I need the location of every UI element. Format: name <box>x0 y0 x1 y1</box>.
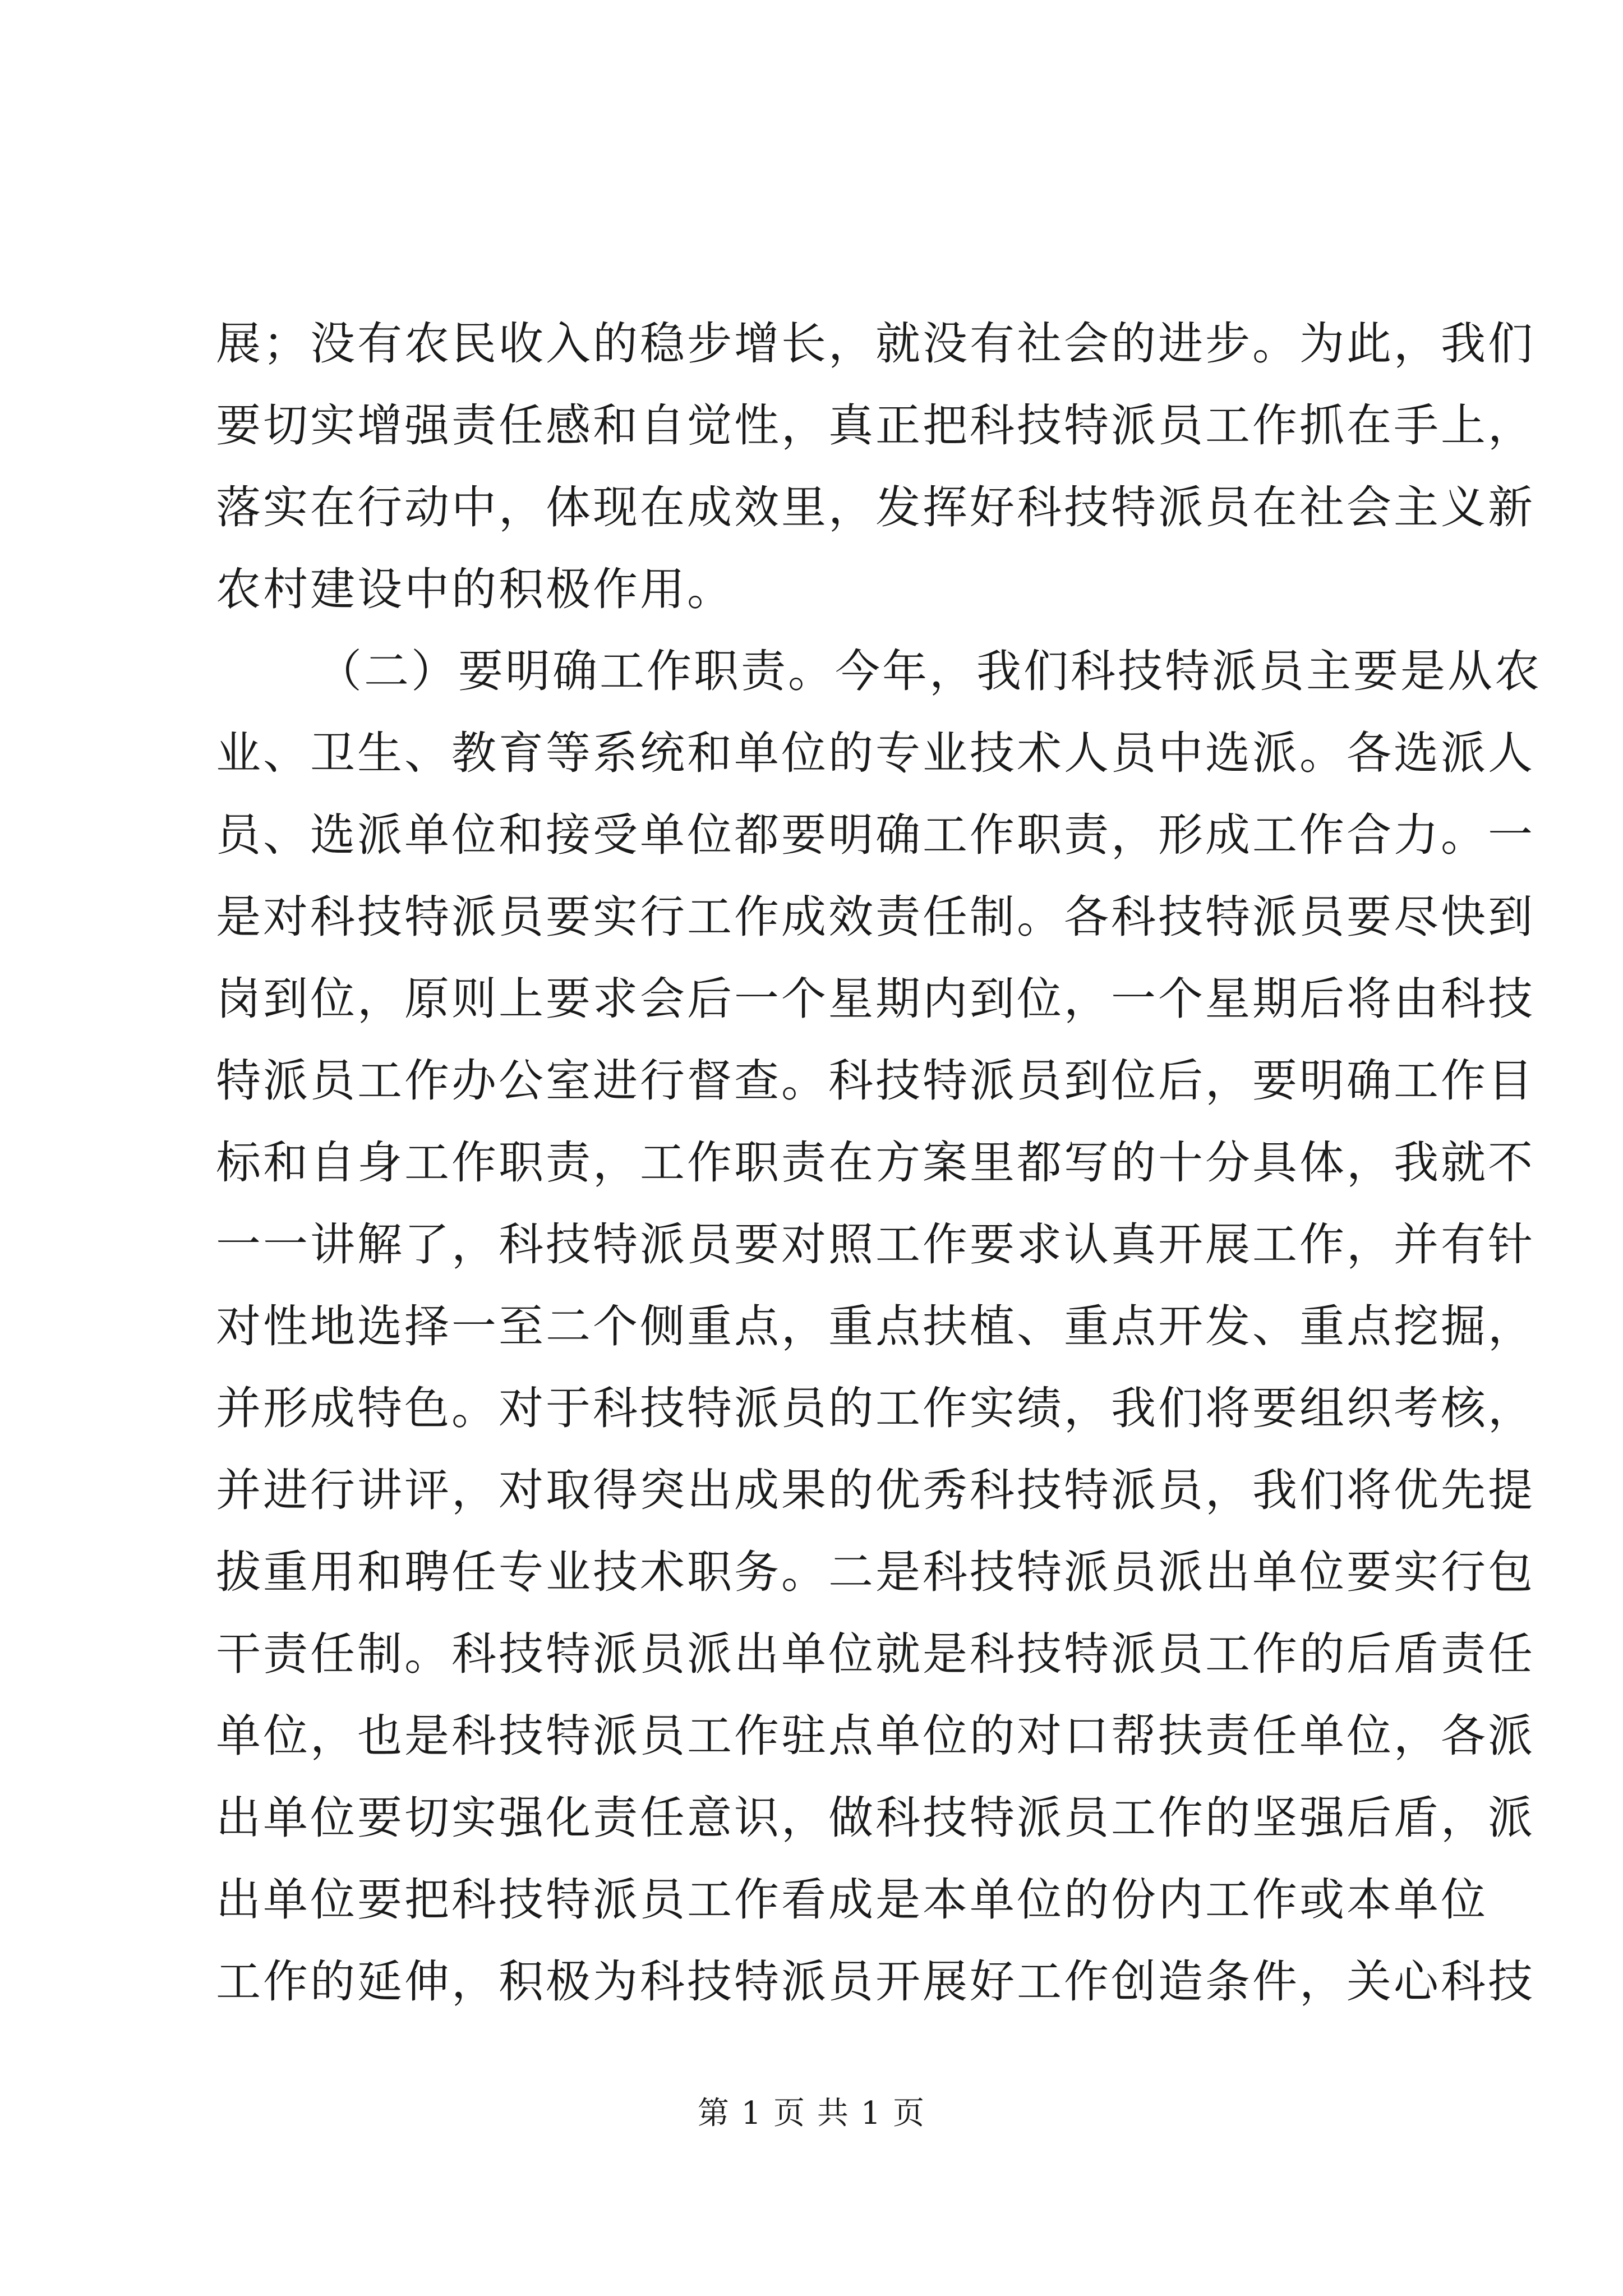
text-line: 要切实增强责任感和自觉性，真正把科技特派员工作抓在手上， <box>216 399 1535 452</box>
text-line: 拔重用和聘任专业技术职务。二是科技特派员派出单位要实行包 <box>216 1546 1535 1598</box>
text-line: 岗到位，原则上要求会后一个星期内到位，一个星期后将由科技 <box>216 973 1535 1025</box>
text-line: 工作的延伸，积极为科技特派员开展好工作创造条件，关心科技 <box>216 1955 1535 2008</box>
text-line: 特派员工作办公室进行督查。科技特派员到位后，要明确工作目 <box>216 1055 1535 1107</box>
text-line: 农村建设中的积极作用。 <box>216 563 734 615</box>
page-number-label: 第 1 页 共 1 页 <box>697 2095 926 2132</box>
text-line: 并形成特色。对于科技特派员的工作实绩，我们将要组织考核， <box>216 1382 1535 1434</box>
text-line: 并进行讲评，对取得突出成果的优秀科技特派员，我们将优先提 <box>216 1464 1535 1516</box>
text-line: 展；没有农民收入的稳步增长，就没有社会的进步。为此，我们 <box>216 318 1535 370</box>
text-line: 员、选派单位和接受单位都要明确工作职责，形成工作合力。一 <box>216 809 1535 861</box>
text-line: 干责任制。科技特派员派出单位就是科技特派员工作的后盾责任 <box>216 1628 1535 1680</box>
body-text <box>216 303 1542 2023</box>
text-line: 一一讲解了，科技特派员要对照工作要求认真开展工作，并有针 <box>216 1218 1535 1271</box>
section-heading-line: （二）要明确工作职责。今年，我们科技特派员主要是从农 <box>317 645 1542 697</box>
text-line: 是对科技特派员要实行工作成效责任制。各科技特派员要尽快到 <box>216 891 1535 943</box>
text-line: 出单位要切实强化责任意识，做科技特派员工作的坚强后盾，派 <box>216 1792 1535 1844</box>
text-line: 对性地选择一至二个侧重点，重点扶植、重点开发、重点挖掘， <box>216 1300 1535 1352</box>
text-line: 业、卫生、教育等系统和单位的专业技术人员中选派。各选派人 <box>216 727 1535 779</box>
text-line: 标和自身工作职责，工作职责在方案里都写的十分具体，我就不 <box>216 1137 1535 1189</box>
page-footer <box>0 2091 1623 2136</box>
text-line: 出单位要把科技特派员工作看成是本单位的份内工作或本单位 <box>216 1874 1488 1926</box>
text-line: 单位，也是科技特派员工作驻点单位的对口帮扶责任单位，各派 <box>216 1710 1535 1762</box>
text-line: 落实在行动中，体现在成效里，发挥好科技特派员在社会主义新 <box>216 481 1535 533</box>
